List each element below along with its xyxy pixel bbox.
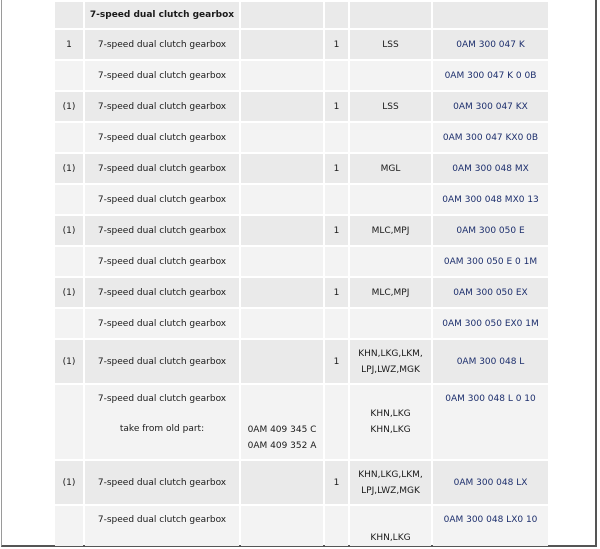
- quantity: 1: [333, 163, 340, 174]
- part-number-cell[interactable]: [433, 278, 548, 307]
- part-description: 7-speed dual clutch gearbox: [97, 515, 227, 525]
- description-cell: [85, 385, 239, 459]
- part-number-link: 0AM 300 047 KX: [453, 101, 528, 112]
- position-cell: [55, 216, 83, 245]
- description-cell: [85, 309, 239, 338]
- quantity: 1: [333, 477, 340, 488]
- supplementary-cell: [241, 185, 323, 214]
- description-cell: [85, 247, 239, 276]
- table-row: [55, 92, 548, 121]
- quantity-cell: [325, 61, 348, 90]
- supplementary-cell: [241, 2, 323, 28]
- description-cell: [85, 216, 239, 245]
- position-number: (1): [62, 225, 76, 236]
- part-number-link: 0AM 300 048 LX0 10: [443, 515, 538, 525]
- quantity-cell: [325, 2, 348, 28]
- quantity-cell: [325, 309, 348, 338]
- table-row: [55, 461, 548, 504]
- model-code-cell: [350, 247, 431, 276]
- position-number: (1): [62, 356, 76, 367]
- position-cell: [55, 506, 83, 546]
- part-description: 7-speed dual clutch gearbox: [97, 101, 227, 112]
- part-description: 7-speed dual clutch gearbox: [97, 477, 227, 488]
- part-number-cell[interactable]: [433, 154, 548, 183]
- position-cell: [55, 461, 83, 504]
- description-cell: [85, 61, 239, 90]
- supplementary-cell: [241, 61, 323, 90]
- model-code-cell: [350, 30, 431, 59]
- table-row: [55, 506, 548, 546]
- position-number: (1): [62, 477, 76, 488]
- quantity-cell: [325, 185, 348, 214]
- part-number-cell[interactable]: [433, 309, 548, 338]
- table-row: [55, 385, 548, 459]
- position-number: 1: [66, 39, 72, 50]
- model-code-cell: [350, 461, 431, 504]
- part-number-link: 0AM 300 050 E 0 1M: [443, 256, 538, 267]
- table-row: [55, 309, 548, 338]
- part-number-cell[interactable]: [433, 340, 548, 383]
- table-row: [55, 216, 548, 245]
- model-codes: KHN,LKG,LKM,: [358, 348, 423, 359]
- model-code-cell: [350, 2, 431, 28]
- part-number-link: 0AM 300 048 L 0 10: [445, 394, 536, 404]
- part-number-link: 0AM 300 050 EX: [453, 287, 528, 298]
- position-cell: [55, 2, 83, 28]
- part-description: 7-speed dual clutch gearbox: [97, 194, 227, 205]
- supplementary-cell: [241, 216, 323, 245]
- old-part-number: 0AM 409 345 C: [247, 425, 317, 435]
- part-description: 7-speed dual clutch gearbox: [89, 10, 235, 20]
- model-code-cell: [350, 385, 431, 459]
- description-cell: [85, 461, 239, 504]
- model-codes: KHN,LKG: [370, 409, 411, 419]
- model-code-cell: [350, 340, 431, 383]
- supplementary-cell: [241, 247, 323, 276]
- model-code-cell: [350, 61, 431, 90]
- quantity-cell: [325, 123, 348, 152]
- position-number: (1): [62, 287, 76, 298]
- table-row: [55, 340, 548, 383]
- supplementary-cell: [241, 92, 323, 121]
- quantity-cell: [325, 278, 348, 307]
- part-description: 7-speed dual clutch gearbox: [97, 225, 227, 236]
- part-number-cell[interactable]: [433, 2, 548, 28]
- parts-table: [53, 0, 550, 548]
- position-number: (1): [62, 101, 76, 112]
- model-codes: LSS: [382, 101, 399, 112]
- quantity: 1: [333, 225, 340, 236]
- position-cell: [55, 61, 83, 90]
- table-row: [55, 61, 548, 90]
- part-number-link: 0AM 300 050 EX0 1M: [442, 318, 539, 329]
- position-cell: [55, 185, 83, 214]
- part-description: 7-speed dual clutch gearbox: [97, 318, 227, 329]
- part-number-link: 0AM 300 048 MX0 13: [442, 194, 539, 205]
- model-codes: KHN,LKG: [370, 425, 411, 435]
- part-description: 7-speed dual clutch gearbox: [97, 394, 227, 404]
- table-row: [55, 247, 548, 276]
- description-cell: [85, 340, 239, 383]
- model-codes: MGL: [380, 163, 401, 174]
- quantity-cell: [325, 216, 348, 245]
- supplementary-cell: [241, 123, 323, 152]
- description-cell: [85, 123, 239, 152]
- part-number-link: 0AM 300 048 MX: [452, 163, 529, 174]
- part-number-link: 0AM 300 047 KX0 0B: [442, 132, 539, 143]
- position-cell: [55, 92, 83, 121]
- part-description: 7-speed dual clutch gearbox: [97, 132, 227, 143]
- position-cell: [55, 30, 83, 59]
- part-number-cell[interactable]: [433, 61, 548, 90]
- supplementary-cell: [241, 385, 323, 459]
- part-description: 7-speed dual clutch gearbox: [97, 163, 227, 174]
- table-row: [55, 185, 548, 214]
- part-number-cell[interactable]: [433, 123, 548, 152]
- table-row: [55, 278, 548, 307]
- description-cell: [85, 154, 239, 183]
- model-codes: KHN,LKG,LKM,: [358, 469, 423, 480]
- position-cell: [55, 154, 83, 183]
- model-codes: MLC,MPJ: [371, 225, 410, 236]
- model-codes: KHN,LKG: [370, 533, 411, 543]
- quantity-cell: [325, 247, 348, 276]
- model-code-cell: [350, 216, 431, 245]
- parts-table-body: [55, 2, 548, 546]
- description-cell: [85, 2, 239, 28]
- part-number-link: 0AM 300 048 L: [456, 356, 525, 367]
- position-number: (1): [62, 163, 76, 174]
- description-cell: [85, 506, 239, 546]
- table-row: [55, 2, 548, 28]
- model-code-cell: [350, 123, 431, 152]
- supplementary-cell: [241, 309, 323, 338]
- model-code-cell: [350, 309, 431, 338]
- model-code-cell: [350, 154, 431, 183]
- table-row: [55, 154, 548, 183]
- table-row: [55, 30, 548, 59]
- supplementary-cell: [241, 461, 323, 504]
- quantity-cell: [325, 154, 348, 183]
- part-number-cell[interactable]: [433, 461, 548, 504]
- quantity: 1: [333, 287, 340, 298]
- part-description: 7-speed dual clutch gearbox: [97, 287, 227, 298]
- description-cell: [85, 30, 239, 59]
- take-from-old-part-label: take from old part:: [119, 424, 205, 434]
- position-cell: [55, 385, 83, 459]
- position-cell: [55, 340, 83, 383]
- quantity-cell: [325, 385, 348, 459]
- supplementary-cell: [241, 340, 323, 383]
- quantity: 1: [333, 356, 340, 367]
- part-number-link: 0AM 300 047 K: [456, 39, 525, 50]
- quantity-cell: [325, 340, 348, 383]
- model-codes: LSS: [382, 39, 399, 50]
- supplementary-cell: [241, 154, 323, 183]
- quantity-cell: [325, 30, 348, 59]
- supplementary-cell: [241, 278, 323, 307]
- model-code-cell: [350, 506, 431, 546]
- part-number-link: 0AM 300 048 LX: [453, 477, 528, 488]
- part-number-link: 0AM 300 050 E: [456, 225, 525, 236]
- content-frame: [1, 0, 597, 547]
- part-description: 7-speed dual clutch gearbox: [97, 39, 227, 50]
- part-number-cell[interactable]: [433, 506, 548, 546]
- position-cell: [55, 309, 83, 338]
- part-number-cell[interactable]: [433, 216, 548, 245]
- supplementary-cell: [241, 30, 323, 59]
- part-number-cell[interactable]: [433, 185, 548, 214]
- model-code-cell: [350, 278, 431, 307]
- quantity: 1: [333, 39, 340, 50]
- description-cell: [85, 278, 239, 307]
- quantity-cell: [325, 461, 348, 504]
- model-code-cell: [350, 92, 431, 121]
- model-codes: MLC,MPJ: [371, 287, 410, 298]
- part-description: 7-speed dual clutch gearbox: [97, 70, 227, 81]
- part-description: 7-speed dual clutch gearbox: [97, 256, 227, 267]
- model-codes: LPJ,LWZ,MGK: [361, 364, 420, 375]
- table-row: [55, 123, 548, 152]
- part-description: 7-speed dual clutch gearbox: [97, 356, 227, 367]
- model-codes: LPJ,LWZ,MGK: [361, 485, 420, 496]
- part-number-cell[interactable]: [433, 30, 548, 59]
- part-number-cell[interactable]: [433, 385, 548, 459]
- description-cell: [85, 185, 239, 214]
- description-cell: [85, 92, 239, 121]
- model-code-cell: [350, 185, 431, 214]
- position-cell: [55, 247, 83, 276]
- position-cell: [55, 278, 83, 307]
- quantity: 1: [333, 101, 340, 112]
- part-number-link: 0AM 300 047 K 0 0B: [444, 70, 537, 81]
- position-cell: [55, 123, 83, 152]
- old-part-number: 0AM 409 352 A: [247, 441, 317, 451]
- supplementary-cell: [241, 506, 323, 546]
- part-number-cell[interactable]: [433, 247, 548, 276]
- part-number-cell[interactable]: [433, 92, 548, 121]
- quantity-cell: [325, 92, 348, 121]
- quantity-cell: [325, 506, 348, 546]
